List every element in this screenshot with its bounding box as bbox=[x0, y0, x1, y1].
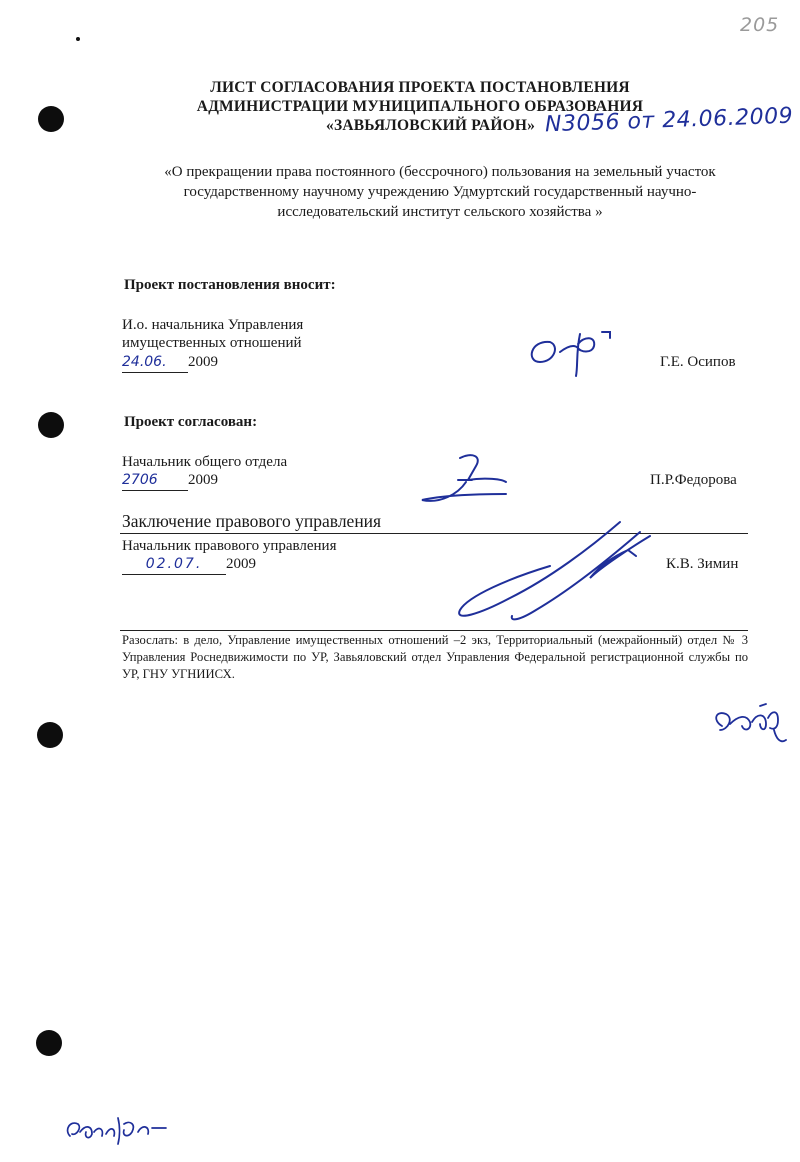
approval-name: П.Р.Федорова bbox=[650, 472, 737, 488]
handwritten-initials-mark bbox=[62, 1110, 172, 1150]
distribution-rule bbox=[120, 630, 748, 631]
punch-hole bbox=[36, 1030, 62, 1056]
introducer-date-handwritten: 24.06. bbox=[122, 352, 188, 373]
punch-hole bbox=[38, 412, 64, 438]
introducer-heading: Проект постановления вносит: bbox=[124, 277, 336, 293]
legal-year: 2009 bbox=[226, 556, 256, 572]
introducer-position-line-2: имущественных отношений bbox=[122, 335, 302, 351]
subject-line-1: «О прекращении права постоянного (бессрочного) пользования на земельный участок bbox=[164, 164, 716, 180]
page-number: 205 bbox=[740, 14, 780, 36]
punch-hole bbox=[37, 722, 63, 748]
subject-line-2: государственному научному учреждению Удмуртский государственный научно- bbox=[183, 184, 697, 200]
handwritten-approval-mark bbox=[708, 700, 790, 756]
title-line-3-text: «ЗАВЬЯЛОВСКИЙ РАЙОН» bbox=[326, 117, 536, 134]
speck bbox=[76, 37, 80, 41]
handwritten-decree-number: N3056 от 24.06.2009 bbox=[544, 103, 794, 138]
signature-osipov bbox=[520, 322, 630, 378]
signature-fedorova bbox=[410, 450, 520, 510]
legal-date-handwritten: 02.07. bbox=[122, 554, 226, 575]
distribution-list: Разослать: в дело, Управление имущественных отношений –2 экз, Территориальный (межрайонный) отдел № 3 Управления Роснедвижимости по УР, Завьяловский отдел Управления Федеральной регистрационной службы по УР, ГНУ УГНИИСХ. bbox=[122, 633, 748, 681]
legal-name: К.В. Зимин bbox=[666, 556, 739, 572]
approval-date-line bbox=[122, 470, 232, 491]
approval-date-handwritten: 2706 bbox=[122, 470, 188, 491]
title-line-1: ЛИСТ СОГЛАСОВАНИЯ ПРОЕКТА ПОСТАНОВЛЕНИЯ bbox=[210, 79, 630, 96]
punch-hole bbox=[38, 106, 64, 132]
subject-line-3: исследовательский институт сельского хозяйства » bbox=[277, 204, 603, 220]
approval-position: Начальник общего отдела bbox=[122, 454, 288, 470]
introducer-position-line-1: И.о. начальника Управления bbox=[122, 317, 304, 333]
legal-position: Начальник правового управления bbox=[122, 538, 337, 554]
introducer-date-line bbox=[122, 352, 232, 373]
approval-year: 2009 bbox=[188, 472, 218, 488]
signature-zimin bbox=[440, 518, 670, 630]
introducer-year: 2009 bbox=[188, 354, 218, 370]
title-line-2: АДМИНИСТРАЦИИ МУНИЦИПАЛЬНОГО ОБРАЗОВАНИЯ bbox=[196, 98, 644, 115]
legal-date-line bbox=[122, 554, 272, 575]
subject-block bbox=[100, 162, 780, 222]
approval-heading: Проект согласован: bbox=[124, 414, 258, 430]
introducer-name: Г.Е. Осипов bbox=[660, 354, 736, 370]
legal-heading: Заключение правового управления bbox=[122, 511, 382, 531]
